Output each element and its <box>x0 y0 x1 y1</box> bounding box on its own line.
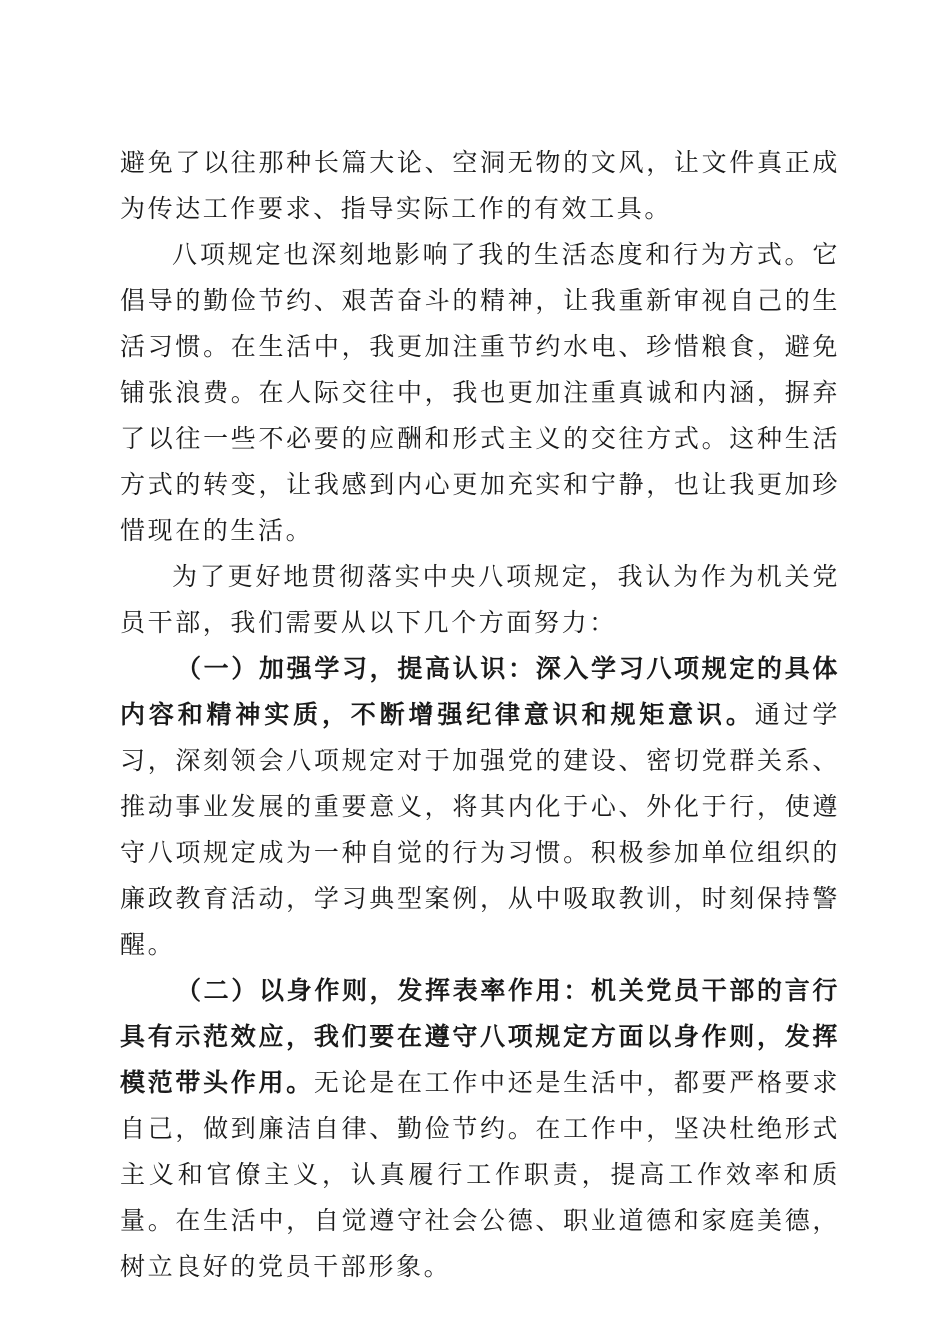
document-body <box>120 140 840 1290</box>
paragraph-life-attitude <box>120 232 840 554</box>
paragraph-intro-efforts <box>120 554 840 646</box>
paragraph-point-2 <box>120 968 840 1290</box>
paragraph-continuation <box>120 140 840 232</box>
point-heading: （一）加强学习，提高认识：深入学习八项规定的具体内容和精神实质，不断增强纪律意识和规矩意识。 <box>120 654 840 729</box>
paragraph-text: 避免了以往那种长篇大论、空洞无物的文风，让文件真正成为传达工作要求、指导实际工作的有效工具。 <box>120 148 840 223</box>
paragraph-text: 无论是在工作中还是生活中，都要严格要求自己，做到廉洁自律、勤俭节约。在工作中，坚决杜绝形式主义和官僚主义，认真履行工作职责，提高工作效率和质量。在生活中，自觉遵守社会公德、职业道德和家庭美德，树立良好的党员干部形象。 <box>120 1068 840 1281</box>
paragraph-text: 为了更好地贯彻落实中央八项规定，我认为作为机关党员干部，我们需要从以下几个方面努力： <box>120 562 840 637</box>
point-heading: （二）以身作则，发挥表率作用：机关党员干部的言行具有示范效应，我们要在遵守八项规定方面以身作则，发挥模范带头作用。 <box>120 976 840 1097</box>
paragraph-text: 八项规定也深刻地影响了我的生活态度和行为方式。它倡导的勤俭节约、艰苦奋斗的精神，让我重新审视自己的生活习惯。在生活中，我更加注重节约水电、珍惜粮食，避免铺张浪费。在人际交往中，我也更加注重真诚和内涵，摒弃了以往一些不必要的应酬和形式主义的交往方式。这种生活方式的转变，让我感到内心更加充实和宁静，也让我更加珍惜现在的生活。 <box>120 240 840 545</box>
paragraph-point-1 <box>120 646 840 968</box>
paragraph-text: 通过学习，深刻领会八项规定对于加强党的建设、密切党群关系、推动事业发展的重要意义，将其内化于心、外化于行，使遵守八项规定成为一种自觉的行为习惯。积极参加单位组织的廉政教育活动，学习典型案例，从中吸取教训，时刻保持警醒。 <box>120 700 840 959</box>
